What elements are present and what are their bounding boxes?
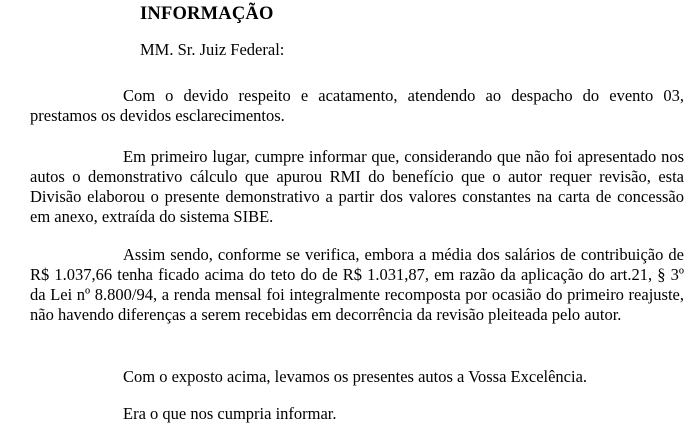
- salutation: MM. Sr. Juiz Federal:: [140, 40, 285, 59]
- paragraph-verification: Assim sendo, conforme se verifica, embora a média dos salários de contribuição de R$ 1.037,66 tenha ficado acima do teto do de R$ 1.031,87, em razão da aplicação do art.21, § 3º da Lei nº 8.800/94, a renda mensal foi integralmente recomposta por ocasião do primeiro reajuste, não havendo diferenças a serem recebidas em decorrência da revisão pleiteada pelo autor.: [30, 245, 684, 324]
- paragraph-acknowledgement: Com o devido respeito e acatamento, atendendo ao despacho do evento 03, prestamos os devidos esclarecimentos.: [30, 86, 684, 125]
- paragraph-first-point: Em primeiro lugar, cumpre informar que, considerando que não foi apresentado nos autos o demonstrativo cálculo que apurou RMI do benefício que o autor requer revisão, esta Divisão elaborou o presente demonstrativo a partir dos valores constantes na carta de concessão em anexo, extraída do sistema SIBE.: [30, 147, 684, 226]
- paragraph-closing: Era o que nos cumpria informar.: [123, 404, 337, 423]
- document-heading: INFORMAÇÃO: [140, 4, 274, 24]
- paragraph-conclusion: Com o exposto acima, levamos os presentes autos a Vossa Excelência.: [123, 367, 588, 386]
